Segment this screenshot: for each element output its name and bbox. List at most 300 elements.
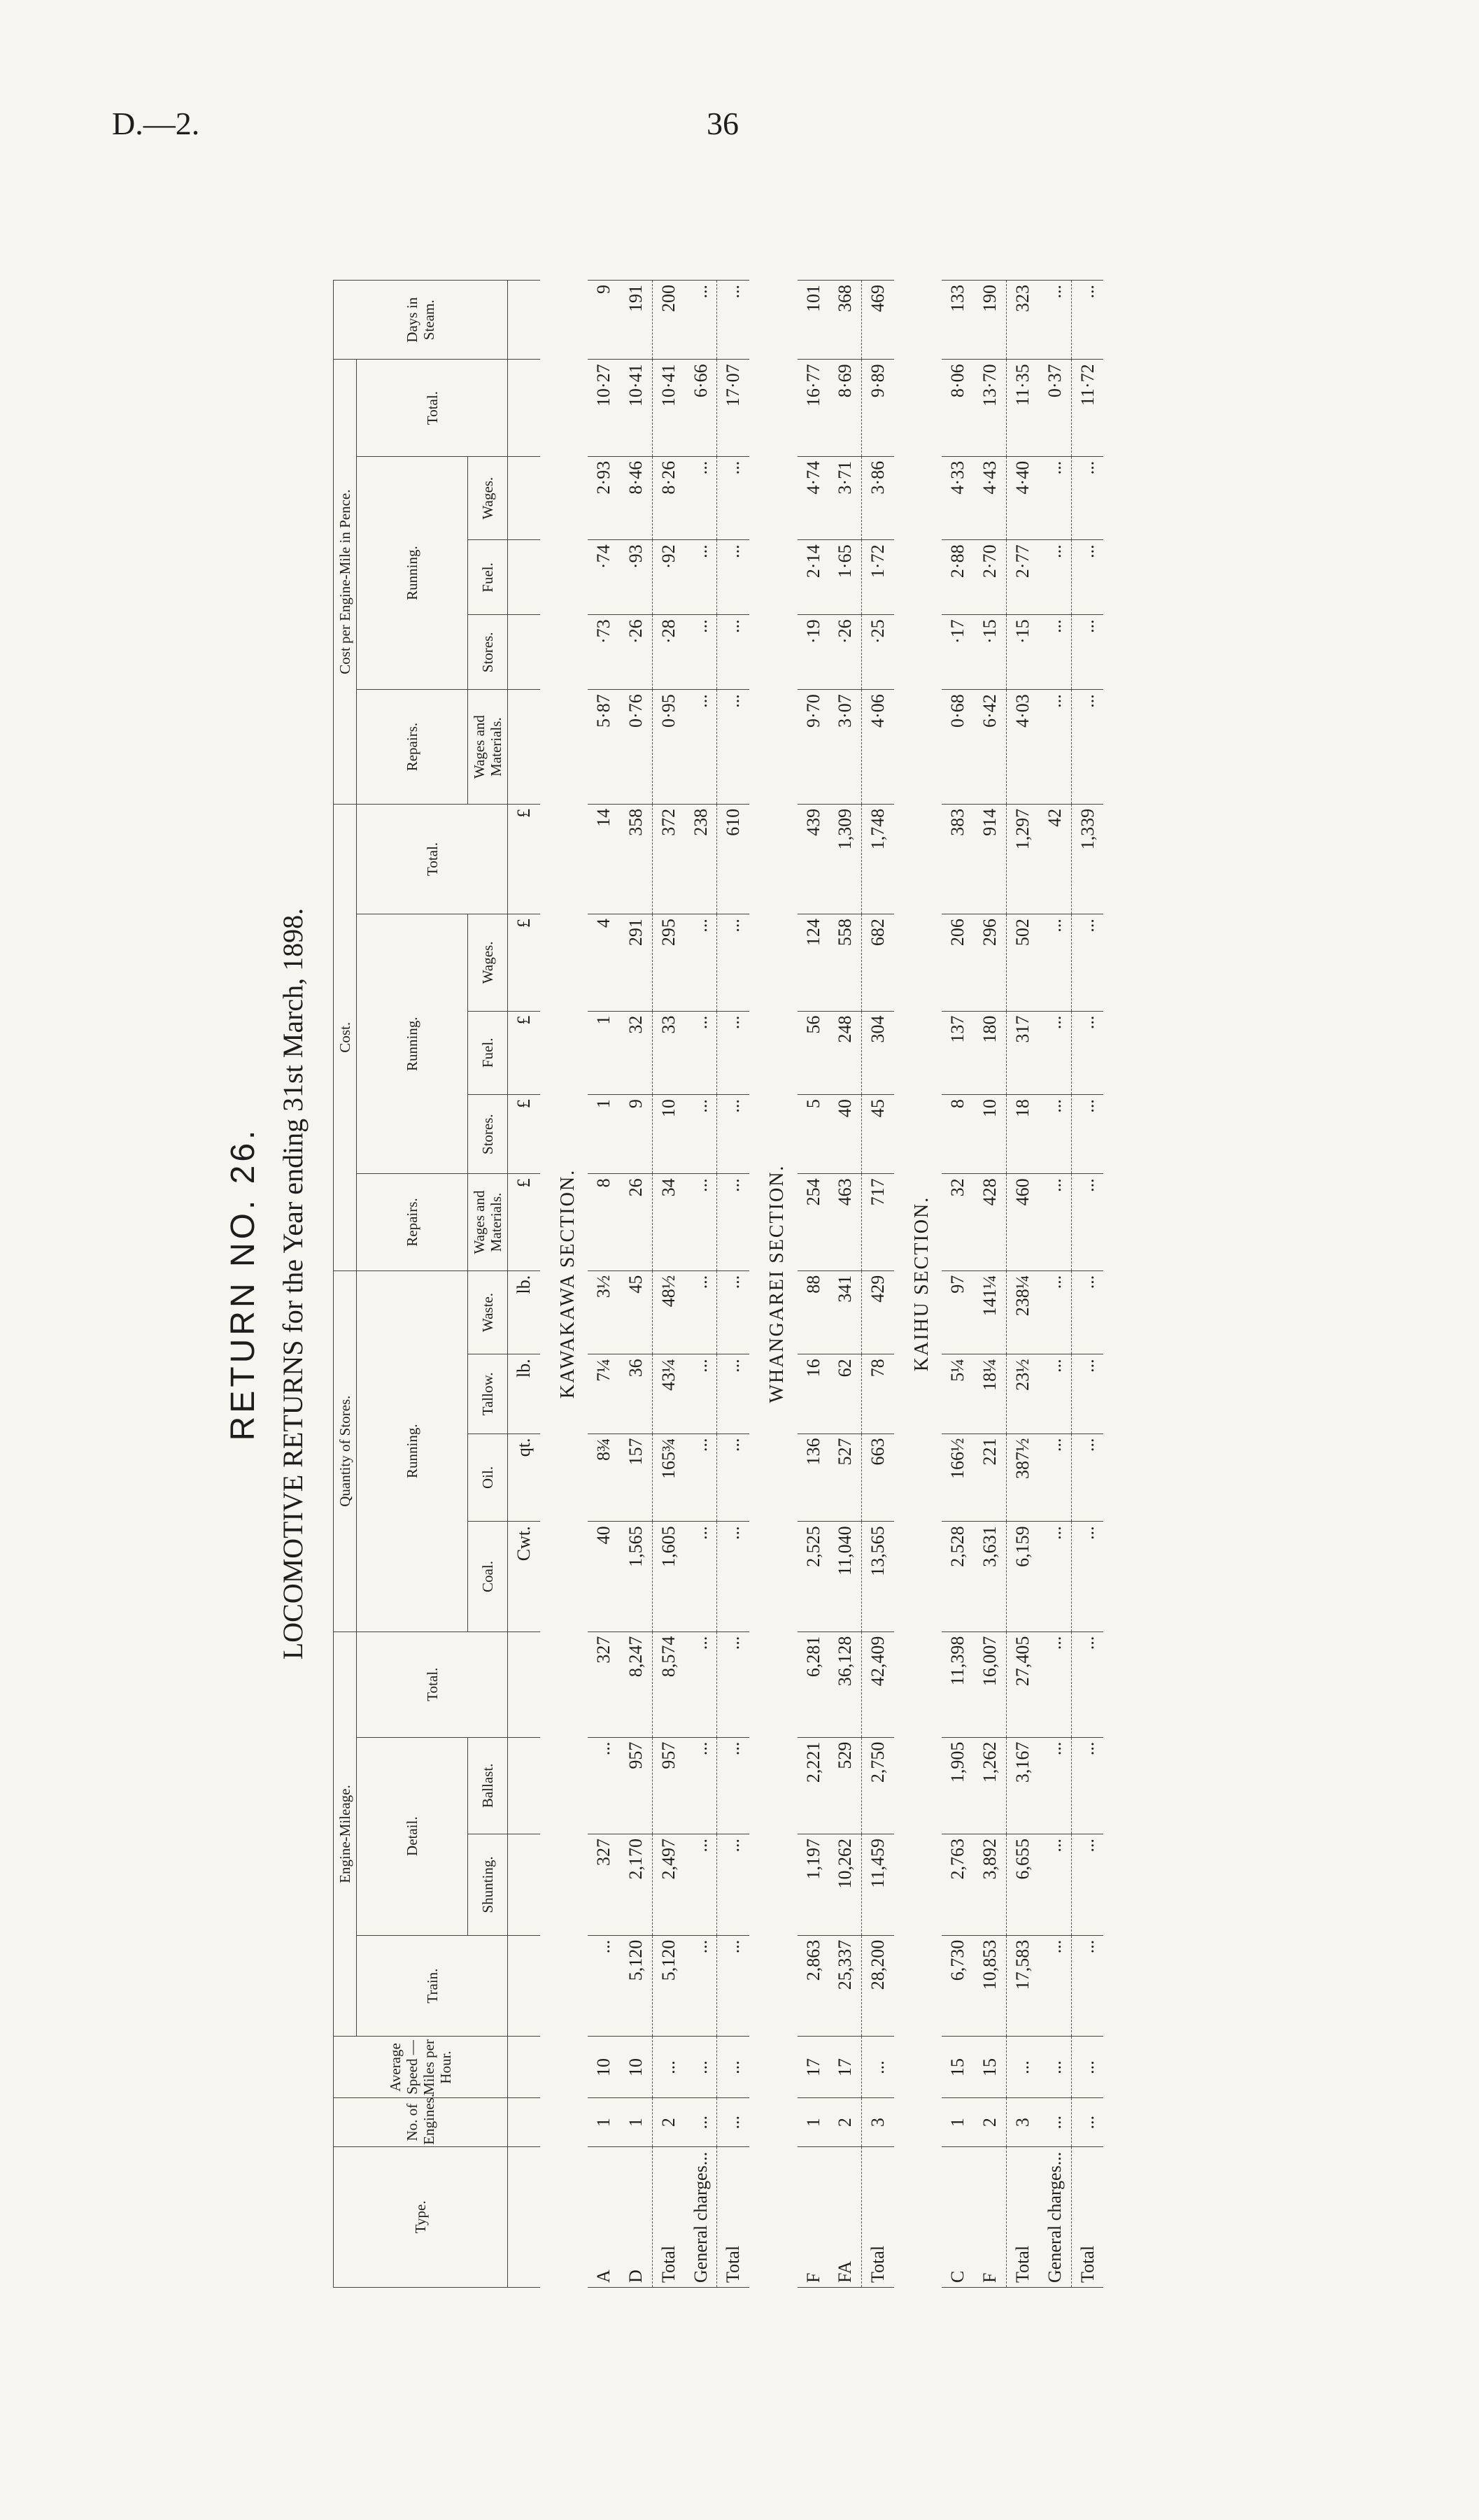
unit-pound: £: [508, 1011, 540, 1095]
table-row: [685, 281, 717, 2288]
table-row: [620, 281, 652, 2288]
cell-total-miles: 27,405: [1006, 1631, 1038, 1737]
cell-shunting: ...: [1071, 1834, 1103, 1936]
cell-waste: ...: [1039, 1270, 1071, 1354]
col-train: Train.: [357, 1935, 508, 2037]
cell-p-total: 9·89: [862, 360, 894, 456]
cell-total-miles: 327: [588, 1631, 620, 1737]
cell-shunting: 3,892: [974, 1834, 1006, 1936]
table-row: [1006, 281, 1038, 2288]
table-row: [588, 281, 620, 2288]
cell-p-repairs: 0·95: [652, 690, 684, 805]
cell-total-miles: 36,128: [829, 1631, 861, 1737]
section-title: WHANGAREI SECTION.: [766, 1164, 788, 1403]
cell-train: 5,120: [652, 1935, 684, 2037]
cell-coal: 40: [588, 1522, 620, 1631]
cell-speed: 10: [588, 2037, 620, 2098]
cell-train: 10,853: [974, 1935, 1006, 2037]
cell-speed: 17: [829, 2037, 861, 2098]
cell-total-miles: 16,007: [974, 1631, 1006, 1737]
unit-qt: qt.: [508, 1434, 540, 1522]
cell-p-stores: ...: [1071, 615, 1103, 690]
cell-type: F: [798, 2146, 830, 2287]
cell-p-total: 8·06: [942, 360, 974, 456]
cell-c-stores: ...: [1071, 1095, 1103, 1174]
cell-c-fuel: 33: [652, 1011, 684, 1095]
cell-engines: ...: [717, 2098, 749, 2146]
cell-waste: 88: [798, 1270, 830, 1354]
cell-c-wages: 558: [829, 914, 861, 1011]
cell-type: Total: [1006, 2146, 1038, 2287]
cell-p-repairs: 5·87: [588, 690, 620, 805]
cell-tallow: ...: [685, 1354, 717, 1434]
cell-coal: 1,605: [652, 1522, 684, 1631]
cell-engines: 2: [974, 2098, 1006, 2146]
unit-lb: lb.: [508, 1354, 540, 1434]
cell-waste: 48½: [652, 1270, 684, 1354]
col-ballast: Ballast.: [467, 1737, 507, 1834]
cell-days: 200: [652, 281, 684, 360]
cell-p-repairs: 0·68: [942, 690, 974, 805]
col-cost-repairs: Wages and Materials.: [467, 1174, 507, 1270]
cell-p-total: 6·66: [685, 360, 717, 456]
cell-ballast: ...: [685, 1737, 717, 1834]
cell-p-wages: 3·71: [829, 456, 861, 540]
cell-c-repairs: 428: [974, 1174, 1006, 1270]
cell-total-miles: ...: [1039, 1631, 1071, 1737]
cell-oil: 157: [620, 1434, 652, 1522]
col-tallow: Tallow.: [467, 1354, 507, 1434]
cell-speed: 15: [942, 2037, 974, 2098]
cell-coal: 11,040: [829, 1522, 861, 1631]
cell-type: Total: [1071, 2146, 1103, 2287]
cell-shunting: 327: [588, 1834, 620, 1936]
cell-ballast: ...: [588, 1737, 620, 1834]
cell-oil: ...: [685, 1434, 717, 1522]
cell-engines: 1: [620, 2098, 652, 2146]
cell-tallow: 43¼: [652, 1354, 684, 1434]
cell-c-stores: ...: [717, 1095, 749, 1174]
cell-oil: 8¾: [588, 1434, 620, 1522]
col-cost-fuel: Fuel.: [467, 1011, 507, 1095]
cell-p-fuel: ...: [685, 540, 717, 615]
col-waste: Waste.: [467, 1270, 507, 1354]
cell-type: A: [588, 2146, 620, 2287]
table-row: [1071, 281, 1103, 2288]
cell-p-stores: ·17: [942, 615, 974, 690]
cell-days: ...: [685, 281, 717, 360]
table-head: [334, 281, 508, 2288]
cell-engines: 2: [829, 2098, 861, 2146]
cell-days: 9: [588, 281, 620, 360]
cell-speed: ...: [1071, 2037, 1103, 2098]
group-repairs-cost: Repairs.: [357, 1174, 468, 1270]
cell-train: ...: [717, 1935, 749, 2037]
cell-total-miles: ...: [685, 1631, 717, 1737]
col-coal: Coal.: [467, 1522, 507, 1631]
cell-c-total: 1,297: [1006, 804, 1038, 914]
cell-p-total: 16·77: [798, 360, 830, 456]
cell-p-fuel: ·74: [588, 540, 620, 615]
cell-c-total: 358: [620, 804, 652, 914]
cell-p-fuel: 2·77: [1006, 540, 1038, 615]
cell-engines: 1: [942, 2098, 974, 2146]
cell-shunting: ...: [1039, 1834, 1071, 1936]
cell-tallow: ...: [717, 1354, 749, 1434]
cell-shunting: 2,763: [942, 1834, 974, 1936]
col-speed: Average Speed — Miles per Hour.: [334, 2037, 508, 2098]
cell-tallow: 18¼: [974, 1354, 1006, 1434]
cell-p-total: 11·72: [1071, 360, 1103, 456]
cell-ballast: 529: [829, 1737, 861, 1834]
cell-waste: 97: [942, 1270, 974, 1354]
cell-c-repairs: 32: [942, 1174, 974, 1270]
cell-coal: 2,525: [798, 1522, 830, 1631]
cell-coal: 2,528: [942, 1522, 974, 1631]
cell-coal: ...: [1039, 1522, 1071, 1631]
unit-pound: £: [508, 1095, 540, 1174]
cell-speed: ...: [862, 2037, 894, 2098]
cell-p-repairs: 3·07: [829, 690, 861, 805]
cell-c-stores: 45: [862, 1095, 894, 1174]
col-cost-wages: Wages.: [467, 914, 507, 1011]
cell-tallow: 62: [829, 1354, 861, 1434]
page-id: D.—2.: [112, 106, 200, 141]
group-running-cost: Running.: [357, 914, 468, 1174]
table-row: [974, 281, 1006, 2288]
cell-speed: 10: [620, 2037, 652, 2098]
section-title: KAIHU SECTION.: [910, 1196, 933, 1372]
cell-oil: 527: [829, 1434, 861, 1522]
cell-c-total: 372: [652, 804, 684, 914]
cell-p-repairs: ...: [685, 690, 717, 805]
cell-engines: 3: [1006, 2098, 1038, 2146]
cell-days: 191: [620, 281, 652, 360]
table-row: [717, 281, 749, 2288]
cell-c-fuel: ...: [717, 1011, 749, 1095]
cell-c-wages: 124: [798, 914, 830, 1011]
col-engines: No. of Engines.: [334, 2098, 508, 2146]
cell-oil: ...: [1071, 1434, 1103, 1522]
cell-waste: 3½: [588, 1270, 620, 1354]
cell-c-repairs: 8: [588, 1174, 620, 1270]
cell-p-stores: ·19: [798, 615, 830, 690]
cell-type: D: [620, 2146, 652, 2287]
cell-c-repairs: ...: [1039, 1174, 1071, 1270]
cell-c-stores: 40: [829, 1095, 861, 1174]
cell-c-wages: 295: [652, 914, 684, 1011]
cell-total-miles: 11,398: [942, 1631, 974, 1737]
cell-p-stores: ·15: [1006, 615, 1038, 690]
cell-p-total: 10·27: [588, 360, 620, 456]
cell-p-wages: 4·40: [1006, 456, 1038, 540]
cell-c-repairs: 34: [652, 1174, 684, 1270]
cell-ballast: 2,221: [798, 1737, 830, 1834]
section-header: [894, 281, 942, 2288]
cell-p-fuel: ·92: [652, 540, 684, 615]
cell-c-repairs: ...: [1071, 1174, 1103, 1270]
cell-p-wages: 8·46: [620, 456, 652, 540]
cell-p-fuel: ...: [1039, 540, 1071, 615]
col-cost-stores: Stores.: [467, 1095, 507, 1174]
cell-c-repairs: 254: [798, 1174, 830, 1270]
cell-p-wages: 4·74: [798, 456, 830, 540]
cell-days: ...: [1071, 281, 1103, 360]
cell-waste: 429: [862, 1270, 894, 1354]
cell-c-fuel: 1: [588, 1011, 620, 1095]
cell-c-wages: ...: [1039, 914, 1071, 1011]
cell-type: Total: [862, 2146, 894, 2287]
cell-train: 2,863: [798, 1935, 830, 2037]
cell-shunting: 6,655: [1006, 1834, 1038, 1936]
cell-total-miles: 8,574: [652, 1631, 684, 1737]
cell-p-stores: ·15: [974, 615, 1006, 690]
cell-p-stores: ...: [685, 615, 717, 690]
cell-c-fuel: 137: [942, 1011, 974, 1095]
cell-p-wages: ...: [1039, 456, 1071, 540]
cell-train: ...: [588, 1935, 620, 2037]
cell-type: General charges...: [1039, 2146, 1071, 2287]
cell-ballast: ...: [1039, 1737, 1071, 1834]
cell-train: 6,730: [942, 1935, 974, 2037]
cell-coal: 13,565: [862, 1522, 894, 1631]
cell-c-wages: ...: [685, 914, 717, 1011]
cell-c-total: 14: [588, 804, 620, 914]
cell-engines: 3: [862, 2098, 894, 2146]
cell-total-miles: 8,247: [620, 1631, 652, 1737]
section-title: KAWAKAWA SECTION.: [556, 1168, 579, 1399]
cell-shunting: ...: [717, 1834, 749, 1936]
cell-shunting: ...: [685, 1834, 717, 1936]
cell-c-repairs: 717: [862, 1174, 894, 1270]
cell-p-fuel: ·93: [620, 540, 652, 615]
table-row: [1039, 281, 1071, 2288]
table-body: [508, 281, 1104, 2288]
cell-oil: 165¾: [652, 1434, 684, 1522]
cell-c-total: 383: [942, 804, 974, 914]
cell-waste: 341: [829, 1270, 861, 1354]
group-stores-qty: Quantity of Stores.: [334, 1270, 357, 1631]
cell-c-total: 439: [798, 804, 830, 914]
cell-c-fuel: ...: [1039, 1011, 1071, 1095]
col-cost-total: Total.: [357, 804, 508, 914]
cell-days: 323: [1006, 281, 1038, 360]
cell-coal: 1,565: [620, 1522, 652, 1631]
cell-type: F: [974, 2146, 1006, 2287]
col-total-miles: Total.: [357, 1631, 508, 1737]
cell-c-wages: 206: [942, 914, 974, 1011]
cell-p-wages: 4·43: [974, 456, 1006, 540]
cell-p-wages: 2·93: [588, 456, 620, 540]
cell-c-stores: 18: [1006, 1095, 1038, 1174]
cell-p-total: 10·41: [620, 360, 652, 456]
cell-train: 5,120: [620, 1935, 652, 2037]
cell-shunting: 11,459: [862, 1834, 894, 1936]
locomotive-returns-table: [333, 280, 1103, 2288]
cell-p-total: 13·70: [974, 360, 1006, 456]
cell-waste: 238¼: [1006, 1270, 1038, 1354]
cell-c-wages: 296: [974, 914, 1006, 1011]
cell-engines: 1: [798, 2098, 830, 2146]
col-pence-repairs: Wages and Materials.: [467, 690, 507, 805]
cell-c-stores: 9: [620, 1095, 652, 1174]
cell-p-repairs: 6·42: [974, 690, 1006, 805]
cell-p-stores: ...: [717, 615, 749, 690]
cell-total-miles: ...: [1071, 1631, 1103, 1737]
cell-p-stores: ·26: [620, 615, 652, 690]
cell-p-stores: ·26: [829, 615, 861, 690]
cell-speed: ...: [1039, 2037, 1071, 2098]
table-row: [862, 281, 894, 2288]
cell-c-stores: 1: [588, 1095, 620, 1174]
cell-p-stores: ·28: [652, 615, 684, 690]
cell-oil: 387½: [1006, 1434, 1038, 1522]
cell-p-repairs: ...: [1039, 690, 1071, 805]
cell-p-stores: ...: [1039, 615, 1071, 690]
cell-c-repairs: 460: [1006, 1174, 1038, 1270]
cell-p-repairs: ...: [717, 690, 749, 805]
group-repairs-pence: Repairs.: [357, 690, 468, 805]
cell-p-fuel: 2·14: [798, 540, 830, 615]
cell-c-repairs: 463: [829, 1174, 861, 1270]
cell-p-wages: ...: [717, 456, 749, 540]
cell-shunting: 2,497: [652, 1834, 684, 1936]
cell-ballast: 957: [652, 1737, 684, 1834]
cell-type: Total: [652, 2146, 684, 2287]
cell-days: 469: [862, 281, 894, 360]
cell-type: FA: [829, 2146, 861, 2287]
cell-speed: ...: [652, 2037, 684, 2098]
cell-engines: ...: [685, 2098, 717, 2146]
cell-p-fuel: ...: [717, 540, 749, 615]
col-days: Days in Steam.: [334, 281, 508, 360]
group-running-pence: Running.: [357, 456, 468, 689]
cell-p-fuel: 2·88: [942, 540, 974, 615]
cell-c-stores: 10: [652, 1095, 684, 1174]
cell-coal: ...: [717, 1522, 749, 1631]
cell-c-wages: ...: [717, 914, 749, 1011]
cell-engines: ...: [1039, 2098, 1071, 2146]
cell-c-stores: 8: [942, 1095, 974, 1174]
group-detail: Detail.: [357, 1737, 468, 1935]
cell-days: ...: [717, 281, 749, 360]
cell-c-stores: ...: [685, 1095, 717, 1174]
cell-tallow: ...: [1071, 1354, 1103, 1434]
cell-p-total: 10·41: [652, 360, 684, 456]
cell-p-repairs: ...: [1071, 690, 1103, 805]
cell-c-stores: ...: [1039, 1095, 1071, 1174]
cell-c-fuel: 32: [620, 1011, 652, 1095]
cell-speed: ...: [1006, 2037, 1038, 2098]
cell-ballast: ...: [1071, 1737, 1103, 1834]
return-title: LOCOMOTIVE RETURNS for the Year ending 31st March, 1898.: [277, 907, 309, 1660]
cell-waste: 141¼: [974, 1270, 1006, 1354]
group-mileage: Engine-Mileage.: [334, 1631, 357, 2037]
cell-days: ...: [1039, 281, 1071, 360]
cell-engines: ...: [1071, 2098, 1103, 2146]
col-shunting: Shunting.: [467, 1834, 507, 1936]
section-header: [749, 281, 797, 2288]
cell-p-wages: 8·26: [652, 456, 684, 540]
cell-oil: ...: [1039, 1434, 1071, 1522]
cell-p-wages: 3·86: [862, 456, 894, 540]
cell-p-fuel: 1·72: [862, 540, 894, 615]
cell-oil: 663: [862, 1434, 894, 1522]
unit-pound: £: [508, 914, 540, 1011]
table-row: [942, 281, 974, 2288]
cell-waste: 45: [620, 1270, 652, 1354]
cell-p-total: 0·37: [1039, 360, 1071, 456]
cell-train: 28,200: [862, 1935, 894, 2037]
cell-c-total: 610: [717, 804, 749, 914]
units-row: [508, 281, 540, 2288]
cell-c-wages: 502: [1006, 914, 1038, 1011]
cell-c-wages: 291: [620, 914, 652, 1011]
cell-ballast: 957: [620, 1737, 652, 1834]
cell-c-repairs: ...: [717, 1174, 749, 1270]
table-row: [798, 281, 830, 2288]
col-pence-stores: Stores.: [467, 615, 507, 690]
cell-type: General charges...: [685, 2146, 717, 2287]
cell-tallow: 16: [798, 1354, 830, 1434]
cell-p-stores: ·73: [588, 615, 620, 690]
cell-p-wages: ...: [1071, 456, 1103, 540]
cell-train: 17,583: [1006, 1935, 1038, 2037]
cell-oil: 166½: [942, 1434, 974, 1522]
cell-c-total: 42: [1039, 804, 1071, 914]
cell-total-miles: 42,409: [862, 1631, 894, 1737]
unit-lb: lb.: [508, 1270, 540, 1354]
cell-c-total: 1,339: [1071, 804, 1103, 914]
unit-cwt: Cwt.: [508, 1522, 540, 1631]
cell-p-wages: ...: [685, 456, 717, 540]
cell-p-total: 8·69: [829, 360, 861, 456]
cell-c-wages: 4: [588, 914, 620, 1011]
col-pence-total: Total.: [357, 360, 508, 456]
cell-ballast: 3,167: [1006, 1737, 1038, 1834]
cell-speed: 17: [798, 2037, 830, 2098]
cell-waste: ...: [717, 1270, 749, 1354]
cell-ballast: 2,750: [862, 1737, 894, 1834]
cell-c-total: 914: [974, 804, 1006, 914]
cell-days: 368: [829, 281, 861, 360]
section-header: [540, 281, 588, 2288]
group-cost-per-mile: Cost per Engine-Mile in Pence.: [334, 360, 357, 804]
cell-train: ...: [1039, 1935, 1071, 2037]
cell-type: Total: [717, 2146, 749, 2287]
cell-tallow: 5¼: [942, 1354, 974, 1434]
rotated-return-table: [203, 280, 1357, 2288]
cell-p-repairs: 0·76: [620, 690, 652, 805]
cell-c-fuel: 248: [829, 1011, 861, 1095]
cell-p-fuel: ...: [1071, 540, 1103, 615]
cell-p-fuel: 1·65: [829, 540, 861, 615]
cell-c-stores: 5: [798, 1095, 830, 1174]
cell-coal: ...: [685, 1522, 717, 1631]
col-type: Type.: [334, 2146, 508, 2287]
cell-ballast: 1,262: [974, 1737, 1006, 1834]
cell-coal: ...: [1071, 1522, 1103, 1631]
cell-oil: 136: [798, 1434, 830, 1522]
cell-days: 190: [974, 281, 1006, 360]
cell-waste: ...: [685, 1270, 717, 1354]
cell-p-total: 11·35: [1006, 360, 1038, 456]
cell-c-total: 1,309: [829, 804, 861, 914]
unit-pound: £: [508, 1174, 540, 1270]
cell-ballast: 1,905: [942, 1737, 974, 1834]
cell-shunting: 10,262: [829, 1834, 861, 1936]
page-number: 36: [707, 106, 739, 141]
